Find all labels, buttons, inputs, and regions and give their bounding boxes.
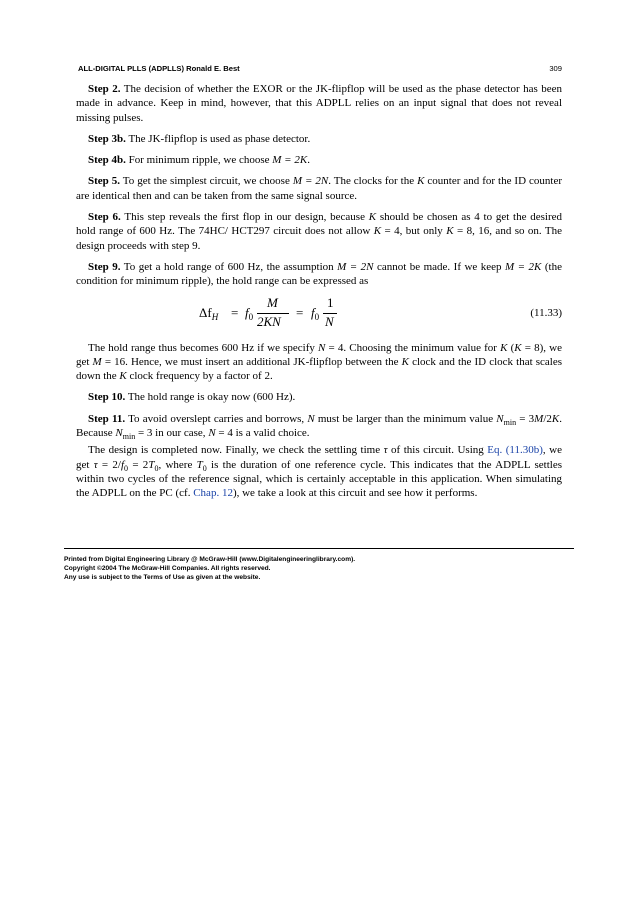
paragraph-text: = 3 — [516, 412, 535, 425]
math-var: K — [514, 341, 522, 354]
paragraph-text: = 2/ — [97, 458, 121, 471]
math-subscript: 0 — [202, 463, 207, 473]
footer-divider — [64, 548, 574, 549]
paragraph-text: ), we take a look at this circuit and see how it performs. — [232, 487, 478, 500]
eq-denominator: N — [325, 313, 334, 329]
eq-numerator: M — [267, 294, 278, 310]
paragraph-step-4b — [76, 153, 562, 167]
paragraph-text: . The clocks for the — [328, 175, 418, 188]
math-var: N — [115, 427, 123, 440]
running-title: ALL-DIGITAL PLLS (ADPLLS) Ronald E. Best — [78, 64, 240, 73]
paragraph-step-3b — [76, 132, 562, 146]
paragraph-text: To get the simplest circuit, we choose — [120, 175, 293, 188]
math-var: N — [307, 412, 315, 425]
eq-equals: = — [296, 304, 304, 320]
eq-f0 — [245, 306, 253, 324]
math-var: K — [446, 225, 454, 238]
eq-lhs — [199, 306, 218, 324]
step-label: Step 10. — [88, 391, 126, 404]
paragraph-hold-range — [76, 341, 562, 384]
paragraph-step-2 — [76, 82, 562, 125]
paragraph-text: To avoid overslept carries and borrows, — [125, 412, 308, 425]
paragraph-settling-time — [76, 443, 562, 500]
equation-number: (11.33) — [530, 306, 562, 319]
footer-copyright: Copyright ©2004 The McGraw-Hill Companies. All rights reserved. — [64, 565, 271, 573]
paragraph-text: (the condition for minimum ripple), the hold range can be expressed as — [76, 260, 562, 288]
eq-f: f — [245, 304, 249, 320]
paragraph-text: = 3 in our case, — [135, 427, 209, 440]
step-label: Step 2. — [88, 83, 121, 95]
math-var: K — [401, 355, 409, 368]
math-var: f — [120, 458, 125, 471]
step-label: Step 11. — [88, 412, 126, 425]
running-header — [78, 64, 562, 78]
math-var: K — [373, 225, 382, 238]
step-label: Step 4b. — [88, 154, 126, 167]
eq-f0 — [311, 306, 319, 324]
math-var: K — [119, 370, 127, 383]
paragraph-text: is the duration of one reference cycle. This indicates that the ADPLL settles within two cycles of the reference signal, which is certainly acceptable in this application. When simulating the ADPLL on the PC (cf. — [76, 458, 562, 500]
paragraph-text: The JK-flipflop is used as phase detector. — [125, 132, 311, 145]
paragraph-text: counter and for the ID counter are identical then and can be taken from the same signal source. — [76, 175, 562, 202]
paragraph-text: To get a hold range of 600 Hz, the assumption — [120, 260, 338, 273]
math-var: M = 2N — [337, 260, 374, 273]
math-var: T — [196, 458, 203, 471]
math-var: K — [500, 341, 508, 354]
math-var: M — [534, 412, 544, 425]
math-var: N — [208, 427, 216, 440]
paragraph-step-9 — [76, 260, 562, 289]
step-label: Step 3b. — [88, 132, 126, 145]
math-var: M = 2K — [272, 154, 308, 167]
math-var: N — [496, 412, 504, 425]
eq-numerator: 1 — [327, 294, 334, 310]
paragraph-text: For minimum ripple, we choose — [125, 154, 273, 167]
eq-f-sub: 0 — [314, 311, 320, 322]
paragraph-text: must be larger than the minimum value — [314, 412, 497, 425]
eq-f: f — [311, 304, 315, 320]
copyright-footer — [64, 548, 574, 583]
math-var: T — [148, 458, 155, 471]
paragraph-text: cannot be made. If we keep — [373, 260, 506, 273]
chapter-link[interactable]: Chap. 12 — [193, 487, 233, 500]
eq-equals: = — [231, 304, 239, 320]
paragraph-text: The decision of whether the EXOR or the JK-flipflop will be used as the phase detector has been made in advance. Keep in mind, however, that this ADPLL relies on an input signal that does not reveal missing pulses. — [76, 83, 562, 124]
math-var: τ — [383, 444, 388, 457]
paragraph-text: The hold range thus becomes 600 Hz if we specify — [88, 341, 319, 354]
math-var: τ — [93, 458, 98, 471]
paragraph-text: The design is completed now. Finally, we check the settling time — [88, 444, 384, 457]
body-text — [76, 82, 562, 508]
eq-delta-f: Δf — [199, 304, 212, 320]
paragraph-text: = 4, but only — [381, 225, 447, 238]
paragraph-step-6 — [76, 210, 562, 253]
paragraph-text: This step reveals the first flop in our design, because — [120, 211, 369, 224]
paragraph-text: = 8, 16, and so on. The design proceeds with step 9. — [76, 225, 562, 252]
math-var: M — [92, 355, 102, 368]
equation-11-33 — [76, 295, 562, 333]
math-var: K — [417, 175, 425, 188]
paragraph-step-10 — [76, 390, 562, 404]
paragraph-step-11 — [76, 412, 562, 441]
paragraph-text: . — [307, 154, 310, 167]
page-number: 309 — [549, 64, 562, 73]
math-subscript: min — [122, 432, 136, 442]
footer-printed-from: Printed from Digital Engineering Library @ McGraw-Hill (www.Digitalengineeringlibrary.com). — [64, 556, 356, 563]
step-label: Step 6. — [88, 211, 121, 224]
paragraph-text: , where — [158, 458, 197, 471]
math-subscript: min — [503, 417, 517, 427]
step-label: Step 5. — [88, 175, 121, 188]
paragraph-step-5 — [76, 174, 562, 203]
math-var: N — [318, 341, 326, 354]
math-var: K — [368, 211, 377, 224]
eq-lhs-sub: H — [211, 311, 219, 322]
paragraph-text: . Because — [76, 412, 562, 440]
footer-terms: Any use is subject to the Terms of Use as given at the website. — [64, 574, 261, 582]
paragraph-text: , we get — [76, 444, 563, 471]
math-var: M = 2N — [292, 175, 329, 188]
equation-link[interactable]: Eq. (11.30b) — [487, 444, 543, 457]
paragraph-text: = 8), we get — [76, 341, 563, 368]
paragraph-text: = 16. Hence, we must insert an additional JK-flipflop between the — [101, 355, 402, 368]
paragraph-text: = 4 is a valid choice. — [215, 427, 310, 440]
step-label: Step 9. — [88, 260, 121, 273]
paragraph-text: /2 — [543, 412, 552, 425]
paragraph-text: ( — [507, 341, 515, 354]
paragraph-text: should be chosen as 4 to get the desired hold range of 600 Hz. The 74HC/ HCT297 circuit does not allow — [76, 211, 562, 238]
paragraph-text: = 2 — [128, 458, 149, 471]
paragraph-text: The hold range is okay now (600 Hz). — [125, 391, 296, 404]
paragraph-text: of this circuit. Using — [387, 444, 488, 457]
paragraph-text: = 4. Choosing the minimum value for — [325, 341, 501, 354]
math-var: K — [551, 412, 560, 425]
math-subscript: 0 — [124, 463, 129, 473]
paragraph-text: clock frequency by a factor of 2. — [126, 370, 273, 383]
eq-f-sub: 0 — [248, 311, 254, 322]
math-var: M = 2K — [505, 260, 542, 273]
paragraph-text: clock and the ID clock that scales down the — [76, 355, 562, 383]
math-subscript: 0 — [154, 463, 159, 473]
eq-denominator: 2KN — [257, 313, 281, 329]
